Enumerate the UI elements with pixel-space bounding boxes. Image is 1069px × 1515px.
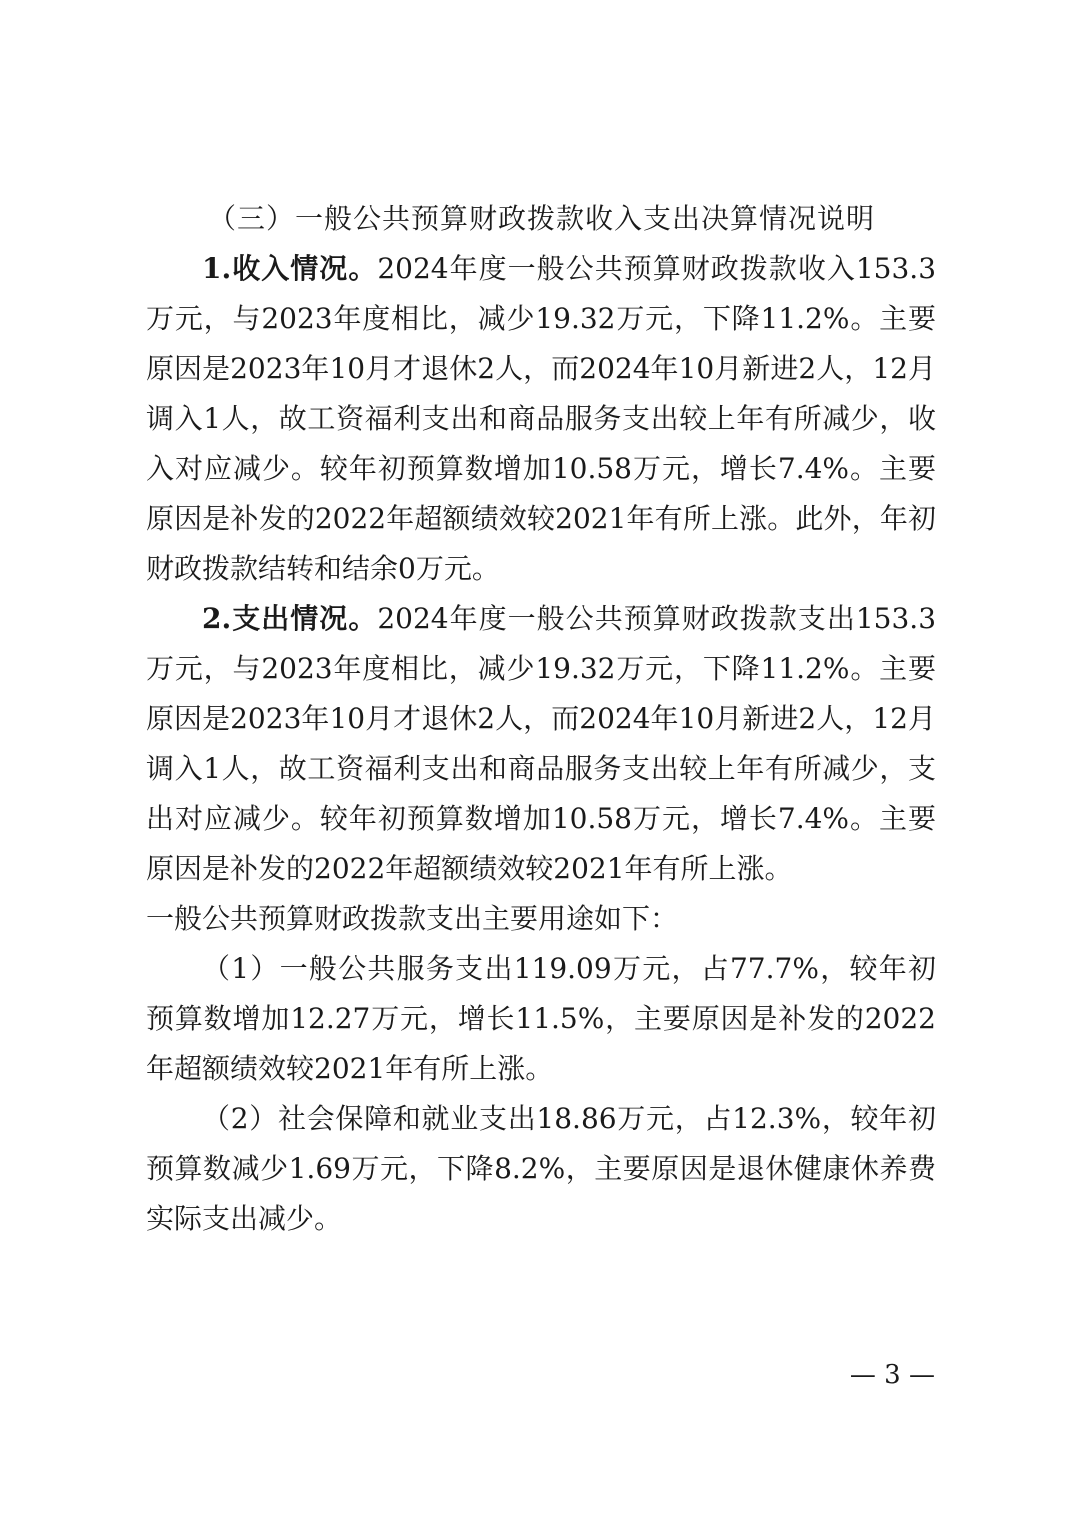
expenditure-lead: 2.支出情况。 (202, 602, 378, 635)
section-title: （三）一般公共预算财政拨款收入支出决算情况说明 (208, 202, 876, 235)
income-lead: 1.收入情况。 (202, 252, 378, 285)
page-number: — 3 — (849, 1360, 935, 1390)
uses-item-2: （2）社会保障和就业支出18.86万元，占12.3%，较年初预算数减少1.69万元，下降8.2%，主要原因是退休健康休养费实际支出减少。 (146, 1102, 936, 1235)
expenditure-paragraph (146, 594, 936, 894)
uses-intro: 一般公共预算财政拨款支出主要用途如下： (146, 902, 679, 935)
uses-item-1: （1）一般公共服务支出119.09万元，占77.7%，较年初预算数增加12.27万元，增长11.5%，主要原因是补发的2022年超额绩效较2021年有所上涨。 (146, 952, 936, 1085)
document-body (146, 194, 936, 1244)
expenditure-text: 2024年度一般公共预算财政拨款支出153.3万元，与2023年度相比，减少19.32万元，下降11.2%。主要原因是2023年10月才退休2人，而2024年10月新进2人，12月调入1人，故工资福利支出和商品服务支出较上年有所减少，支出对应减少。较年初预算数增加10.58万元，增长7.4%。主要原因是补发的2022年超额绩效较2021年有所上涨。 (146, 602, 937, 885)
income-paragraph (146, 244, 936, 594)
income-text: 2024年度一般公共预算财政拨款收入153.3万元，与2023年度相比，减少19.32万元，下降11.2%。主要原因是2023年10月才退休2人，而2024年10月新进2人，12月调入1人，故工资福利支出和商品服务支出较上年有所减少，收入对应减少。较年初预算数增加10.58万元，增长7.4%。主要原因是补发的2022年超额绩效较2021年有所上涨。此外，年初财政拨款结转和结余0万元。 (146, 252, 937, 585)
